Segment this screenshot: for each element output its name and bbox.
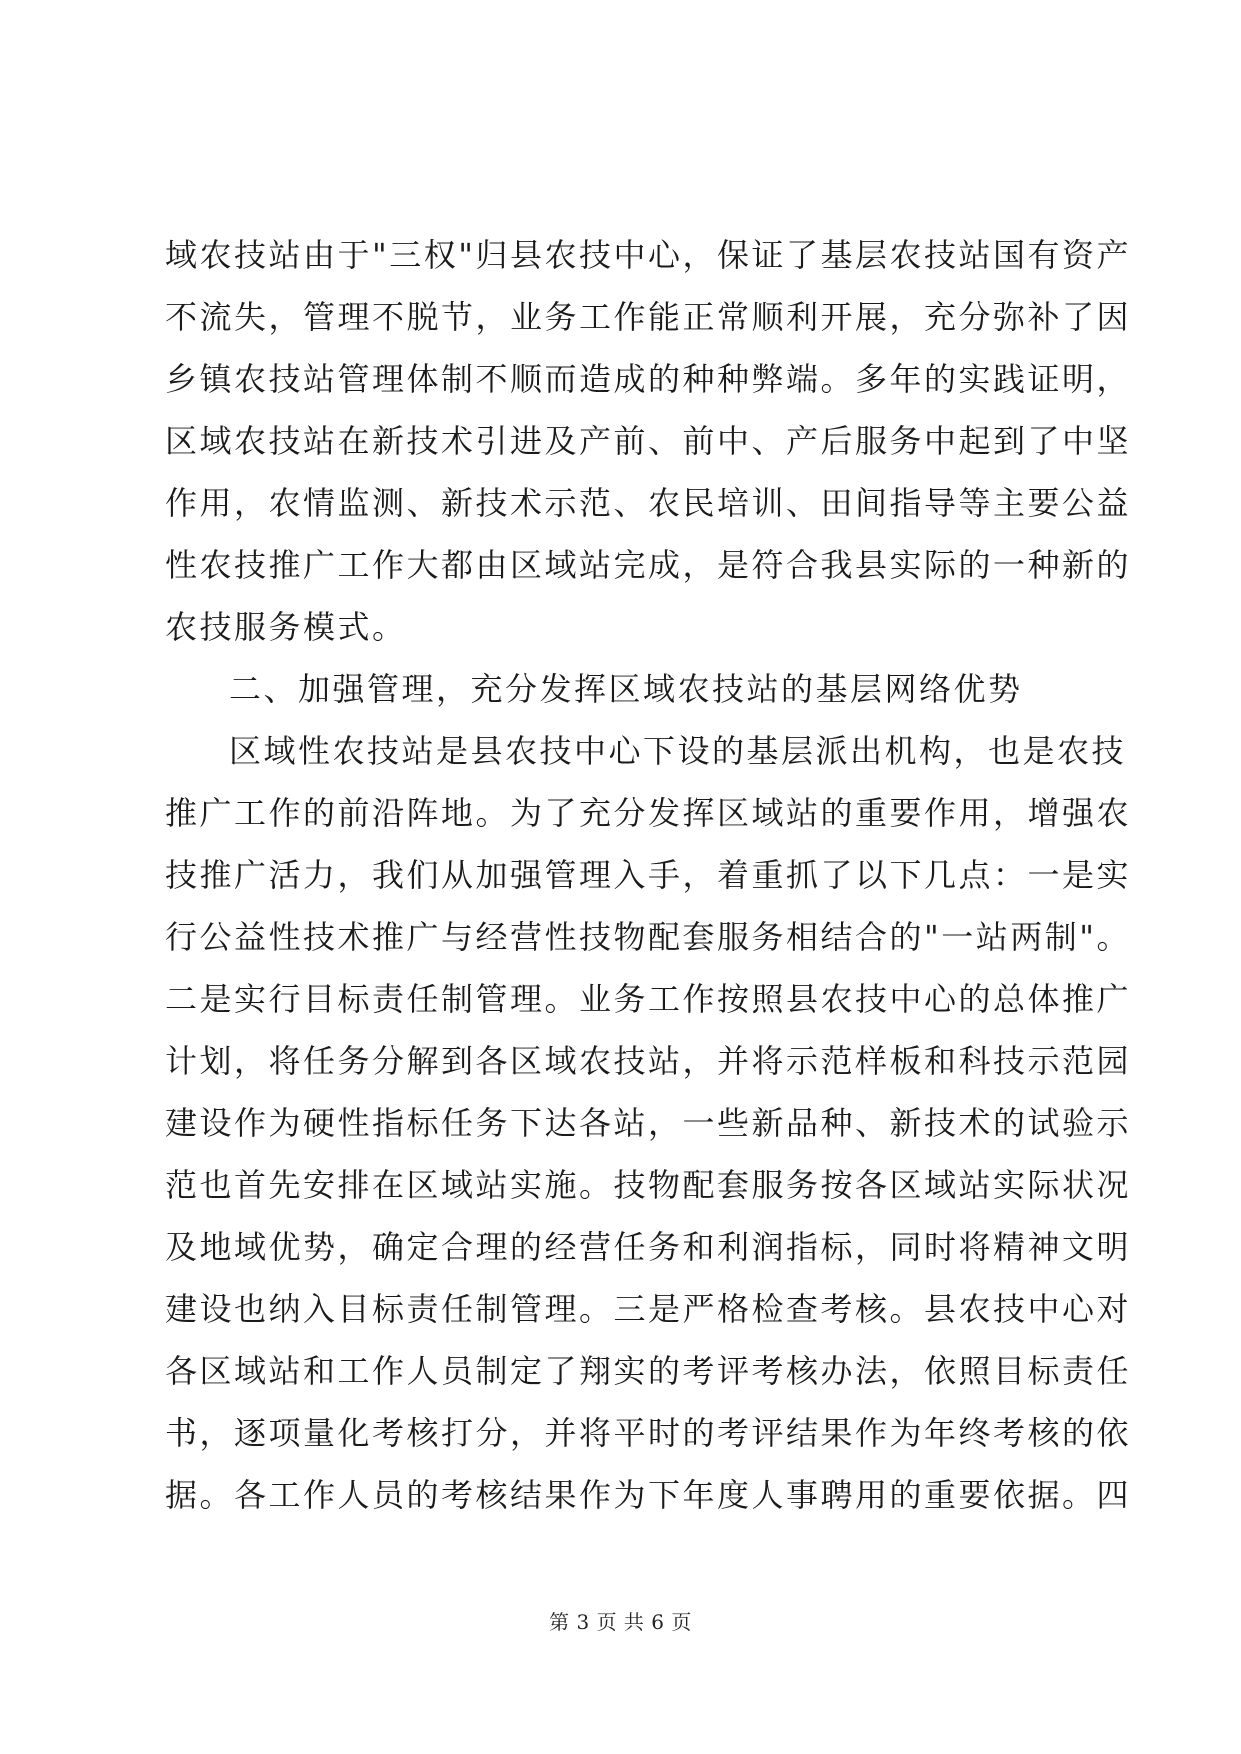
text-line: 建设也纳入目标责任制管理。三是严格检查考核。县农技中心对 xyxy=(165,1290,1132,1328)
text-line: 性农技推广工作大都由区域站完成，是符合我县实际的一种新的 xyxy=(165,546,1132,584)
text-line: 农技服务模式。 xyxy=(165,608,407,646)
text-line: 及地域优势，确定合理的经营任务和利润指标，同时将精神文明 xyxy=(165,1228,1132,1266)
text-line: 技推广活力，我们从加强管理入手，着重抓了以下几点：一是实 xyxy=(165,856,1132,894)
text-line: 二、加强管理，充分发挥区域农技站的基层网络优势 xyxy=(229,670,1023,708)
page-number-footer: 第 3 页 共 6 页 xyxy=(549,1610,692,1634)
text-line: 各区域站和工作人员制定了翔实的考评考核办法，依照目标责任 xyxy=(165,1352,1132,1390)
text-line: 据。各工作人员的考核结果作为下年度人事聘用的重要依据。四 xyxy=(165,1476,1132,1514)
text-line: 区域性农技站是县农技中心下设的基层派出机构，也是农技 xyxy=(229,732,1127,770)
text-line: 建设作为硬性指标任务下达各站，一些新品种、新技术的试验示 xyxy=(165,1104,1132,1142)
text-line: 二是实行目标责任制管理。业务工作按照县农技中心的总体推广 xyxy=(165,980,1132,1018)
text-line: 范也首先安排在区域站实施。技物配套服务按各区域站实际状况 xyxy=(165,1166,1132,1204)
text-line: 推广工作的前沿阵地。为了充分发挥区域站的重要作用，增强农 xyxy=(165,794,1132,832)
body-text xyxy=(165,224,1132,1526)
text-line: 行公益性技术推广与经营性技物配套服务相结合的"一站两制"。 xyxy=(165,918,1131,956)
text-line: 作用，农情监测、新技术示范、农民培训、田间指导等主要公益 xyxy=(165,484,1132,522)
text-line: 书，逐项量化考核打分，并将平时的考评结果作为年终考核的依 xyxy=(165,1414,1132,1452)
text-line: 计划，将任务分解到各区域农技站，并将示范样板和科技示范园 xyxy=(165,1042,1132,1080)
text-line: 域农技站由于"三权"归县农技中心，保证了基层农技站国有资产 xyxy=(165,236,1131,274)
text-line: 不流失，管理不脱节，业务工作能正常顺利开展，充分弥补了因 xyxy=(165,298,1132,336)
text-line: 区域农技站在新技术引进及产前、前中、产后服务中起到了中坚 xyxy=(165,422,1132,460)
text-line: 乡镇农技站管理体制不顺而造成的种种弊端。多年的实践证明， xyxy=(165,360,1132,398)
